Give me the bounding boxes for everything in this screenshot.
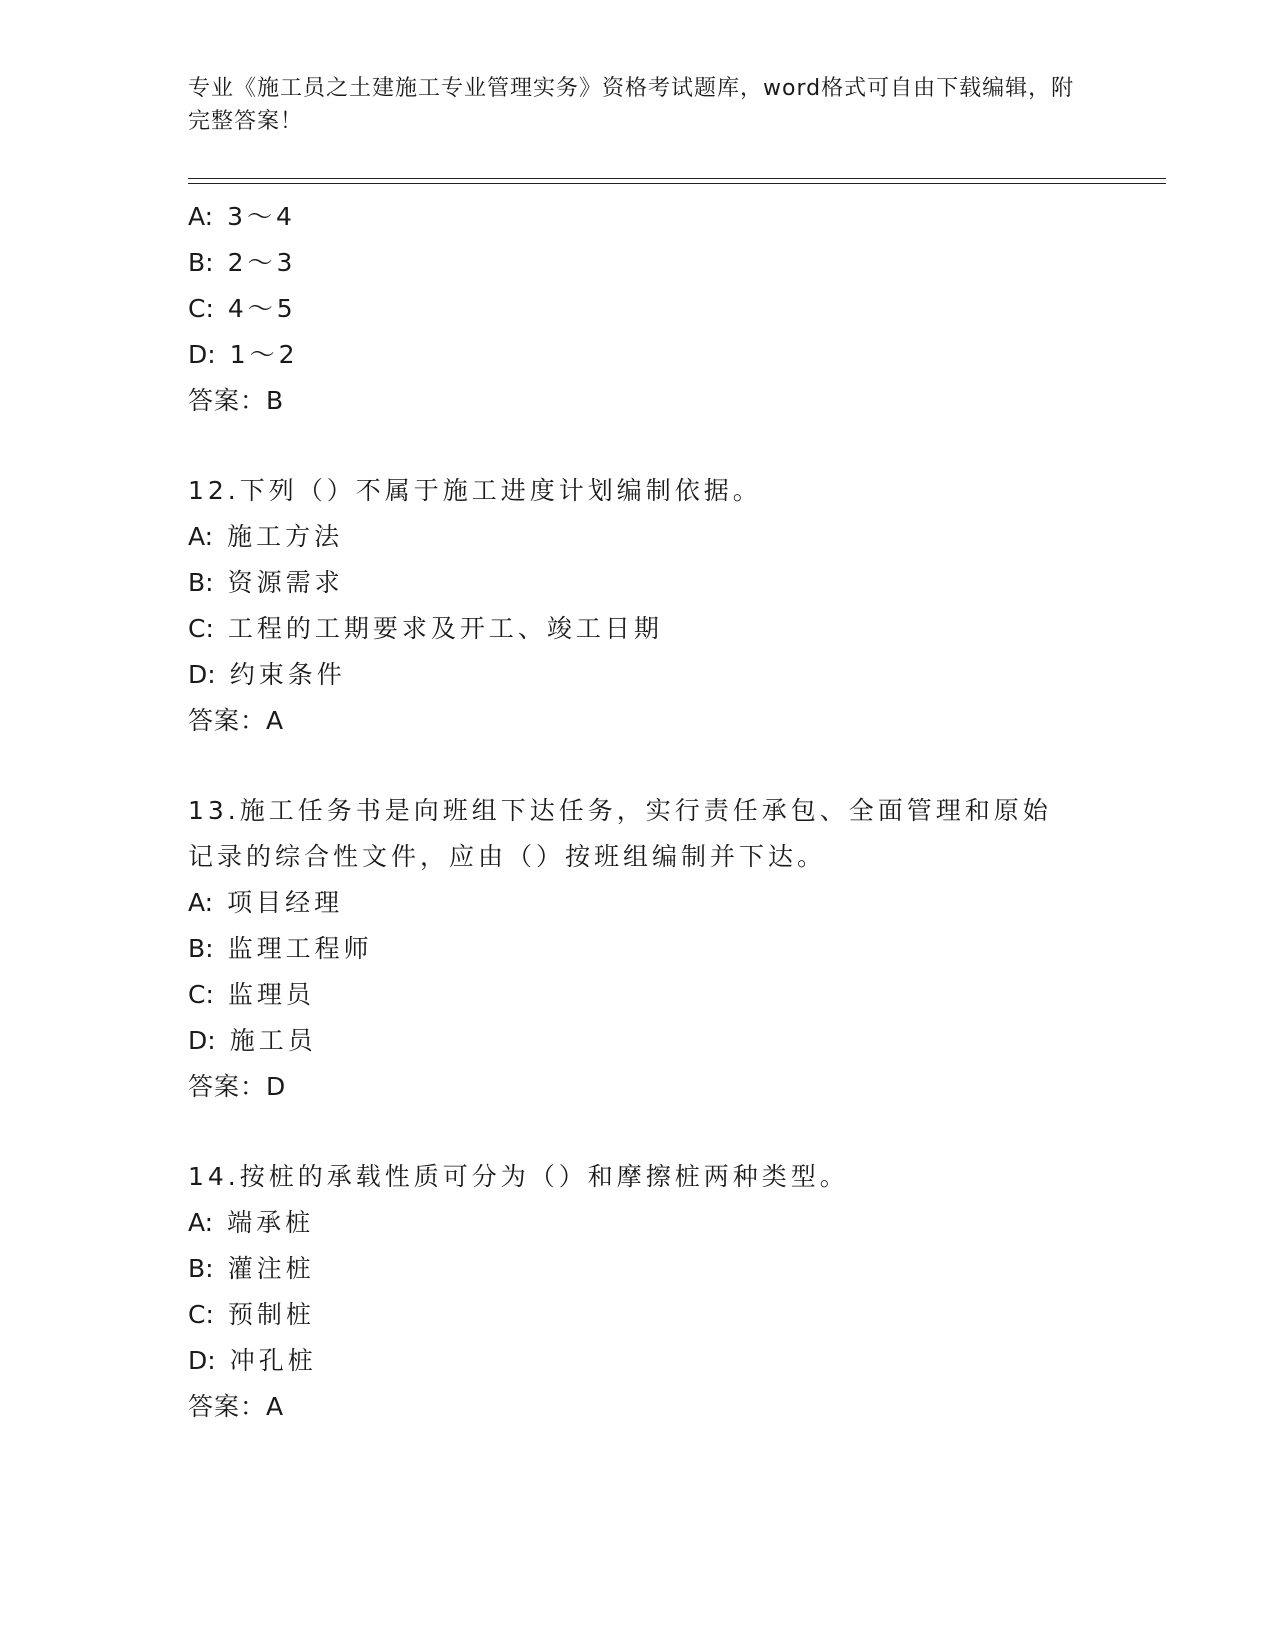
question-list: [188, 194, 1078, 1430]
header-text: 专业《施工员之土建施工专业管理实务》资格考试题库，word格式可自由下载编辑，附完整答案！: [188, 76, 1075, 134]
question-partial: [188, 194, 1078, 424]
option-b: B: 灌注桩: [188, 1254, 315, 1283]
option-d: D: 1～2: [188, 340, 299, 369]
option-d: D: 冲孔桩: [188, 1346, 317, 1375]
question-title: 13.施工任务书是向班组下达任务，实行责任承包、全面管理和原始记录的综合性文件，应由（）按班组编制并下达。: [188, 796, 1052, 871]
option-a: A: 3～4: [188, 202, 296, 231]
option-a: A: 施工方法: [188, 522, 344, 551]
option-b: B: 监理工程师: [188, 934, 373, 963]
question-title: 12.下列（）不属于施工进度计划编制依据。: [188, 476, 762, 505]
option-d: D: 约束条件: [188, 660, 346, 689]
answer-line: 答案：B: [188, 386, 285, 415]
answer-line: 答案：D: [188, 1072, 287, 1101]
option-c: C: 预制桩: [188, 1300, 315, 1329]
option-c: C: 4～5: [188, 294, 297, 323]
option-c: C: 工程的工期要求及开工、竣工日期: [188, 614, 663, 643]
header-divider: [188, 178, 1166, 184]
question-14: [188, 1154, 1078, 1430]
option-c: C: 监理员: [188, 980, 315, 1009]
option-d: D: 施工员: [188, 1026, 317, 1055]
question-13: [188, 788, 1078, 1110]
document-header: [188, 72, 1078, 138]
option-a: A: 项目经理: [188, 888, 344, 917]
answer-line: 答案：A: [188, 706, 285, 735]
option-b: B: 资源需求: [188, 568, 344, 597]
question-title: 14.按桩的承载性质可分为（）和摩擦桩两种类型。: [188, 1162, 849, 1191]
option-a: A: 端承桩: [188, 1208, 315, 1237]
option-b: B: 2～3: [188, 248, 297, 277]
answer-line: 答案：A: [188, 1392, 285, 1421]
question-12: [188, 468, 1078, 744]
